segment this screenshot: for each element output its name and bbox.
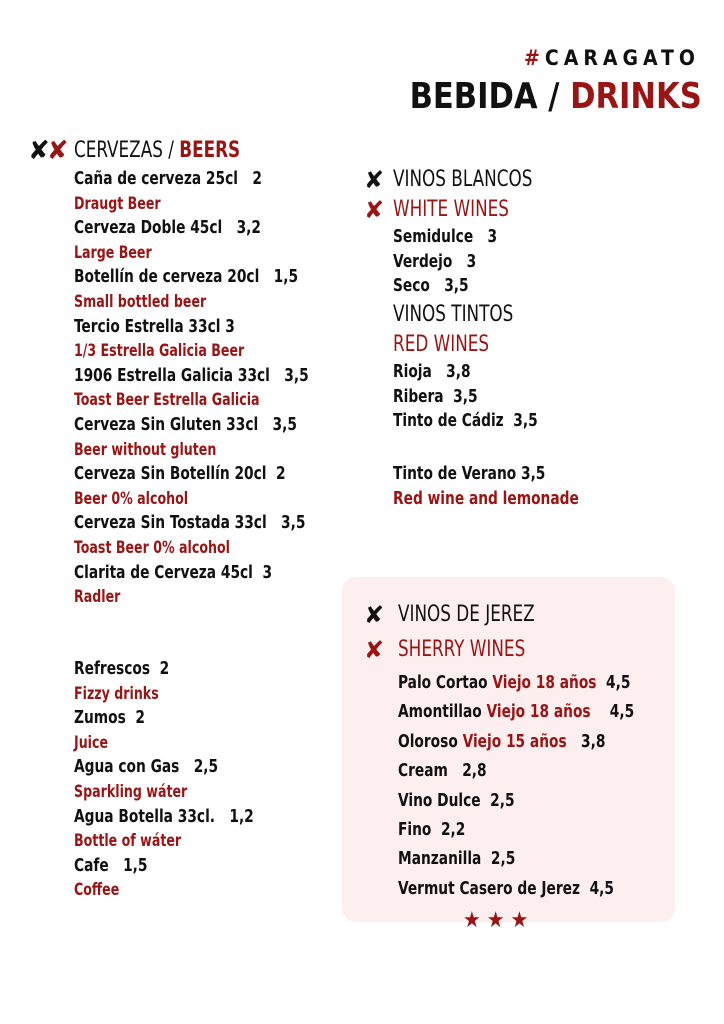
sherry-heading-en: SHERRY WINES: [398, 637, 526, 662]
white-wines-heading-en: WHITE WINES: [393, 197, 509, 222]
soft-drink-item: Agua con Gas 2,5: [74, 756, 219, 778]
sherry-item: Vino Dulce 2,5: [398, 789, 515, 811]
red-wines-heading-en: RED WINES: [393, 332, 490, 357]
beer-item-en: Small bottled beer: [74, 291, 207, 311]
sherry-item: Palo Cortao Viejo 18 años 4,5: [398, 672, 631, 693]
x-icon-black: ✘: [364, 601, 385, 629]
sherry-age: Viejo 18 años: [486, 701, 591, 723]
sherry-icon-red: [364, 636, 384, 664]
soft-drinks-list: [74, 657, 285, 903]
x-icon-red: ✘: [46, 136, 69, 166]
beer-item-en: Large Beer: [74, 242, 152, 262]
white-wines-heading-es: VINOS BLANCOS: [393, 167, 533, 192]
white-wines-icon-red: [364, 196, 384, 224]
soft-drink-item: Zumos 2: [74, 707, 145, 729]
beer-item: Tercio Estrella 33cl 3: [74, 315, 235, 337]
white-wines-icon-black: [364, 166, 384, 194]
beer-item: Caña de cerveza 25cl 2: [74, 168, 262, 189]
brand-hash: #: [524, 46, 545, 70]
sherry-wines-list: [398, 668, 676, 903]
beers-heading: CERVEZAS / BEERS: [74, 138, 241, 163]
stars-decoration: ★★★: [463, 908, 535, 933]
white-wine-item: Verdejo 3: [393, 250, 477, 272]
soft-drink-item-en: Coffee: [74, 880, 120, 900]
x-icon-black: ✘: [364, 166, 385, 194]
page-title: BEBIDA / DRINKS: [409, 76, 702, 117]
brand-name: #CARAGATO: [524, 46, 700, 70]
tinto-verano-item-en: Red wine and lemonade: [393, 487, 579, 509]
beer-item: Cerveza Sin Tostada 33cl 3,5: [74, 512, 306, 534]
soft-drink-item-en: Juice: [74, 732, 109, 752]
beers-list: [74, 167, 350, 610]
beer-item-en: 1/3 Estrella Galicia Beer: [74, 341, 245, 361]
beer-item-en: Toast Beer Estrella Galicia: [74, 390, 260, 410]
beer-item-en: Radler: [74, 587, 121, 607]
beers-icons: [28, 136, 69, 166]
tinto-verano-item: Tinto de Verano 3,5: [393, 463, 546, 484]
sherry-age: Viejo 18 años: [492, 672, 597, 693]
beer-item: Cerveza Sin Gluten 33cl 3,5: [74, 413, 297, 435]
soft-drink-item: Agua Botella 33cl. 1,2: [74, 805, 254, 827]
beer-item-en: Beer without gluten: [74, 439, 217, 459]
sherry-item: Oloroso Viejo 15 años 3,8: [398, 730, 606, 752]
soft-drink-item-en: Fizzy drinks: [74, 683, 159, 703]
red-wine-item: Rioja 3,8: [393, 361, 471, 382]
tinto-verano: [393, 462, 612, 511]
beer-item-en: Toast Beer 0% alcohol: [74, 537, 230, 557]
red-wine-item: Tinto de Cádiz 3,5: [393, 410, 538, 432]
white-wine-item: Seco 3,5: [393, 275, 469, 297]
red-wines-list: [393, 360, 563, 434]
sherry-item: Fino 2,2: [398, 818, 466, 840]
soft-drink-item-en: Bottle of wáter: [74, 831, 182, 851]
white-wines-list: [393, 225, 516, 299]
beer-item: Cerveza Doble 45cl 3,2: [74, 217, 261, 239]
red-wines-heading-es: VINOS TINTOS: [393, 302, 514, 327]
sherry-icon-black: [364, 601, 384, 629]
white-wine-item: Semidulce 3: [393, 226, 498, 247]
beer-item-en: Beer 0% alcohol: [74, 488, 189, 508]
x-icon-red: ✘: [364, 636, 385, 664]
beer-item: Botellín de cerveza 20cl 1,5: [74, 266, 299, 288]
sherry-item: Cream 2,8: [398, 760, 487, 782]
beer-item: 1906 Estrella Galicia 33cl 3,5: [74, 364, 309, 386]
sherry-item: Vermut Casero de Jerez 4,5: [398, 877, 614, 899]
soft-drink-item-en: Sparkling wáter: [74, 781, 188, 801]
sherry-item: Amontillao Viejo 18 años 4,5: [398, 701, 635, 723]
soft-drink-item: Cafe 1,5: [74, 854, 148, 876]
sherry-age: Viejo 15 años: [462, 730, 567, 752]
sherry-heading-es: VINOS DE JEREZ: [398, 602, 535, 627]
red-wine-item: Ribera 3,5: [393, 385, 478, 407]
x-icon-black: ✘: [28, 136, 50, 166]
soft-drink-item: Refrescos 2: [74, 658, 170, 679]
beer-item: Cerveza Sin Botellín 20cl 2: [74, 463, 286, 485]
beer-item-en: Draugt Beer: [74, 193, 161, 213]
beer-item: Clarita de Cerveza 45cl 3: [74, 561, 273, 583]
x-icon-red: ✘: [364, 196, 385, 224]
sherry-item: Manzanilla 2,5: [398, 848, 516, 870]
